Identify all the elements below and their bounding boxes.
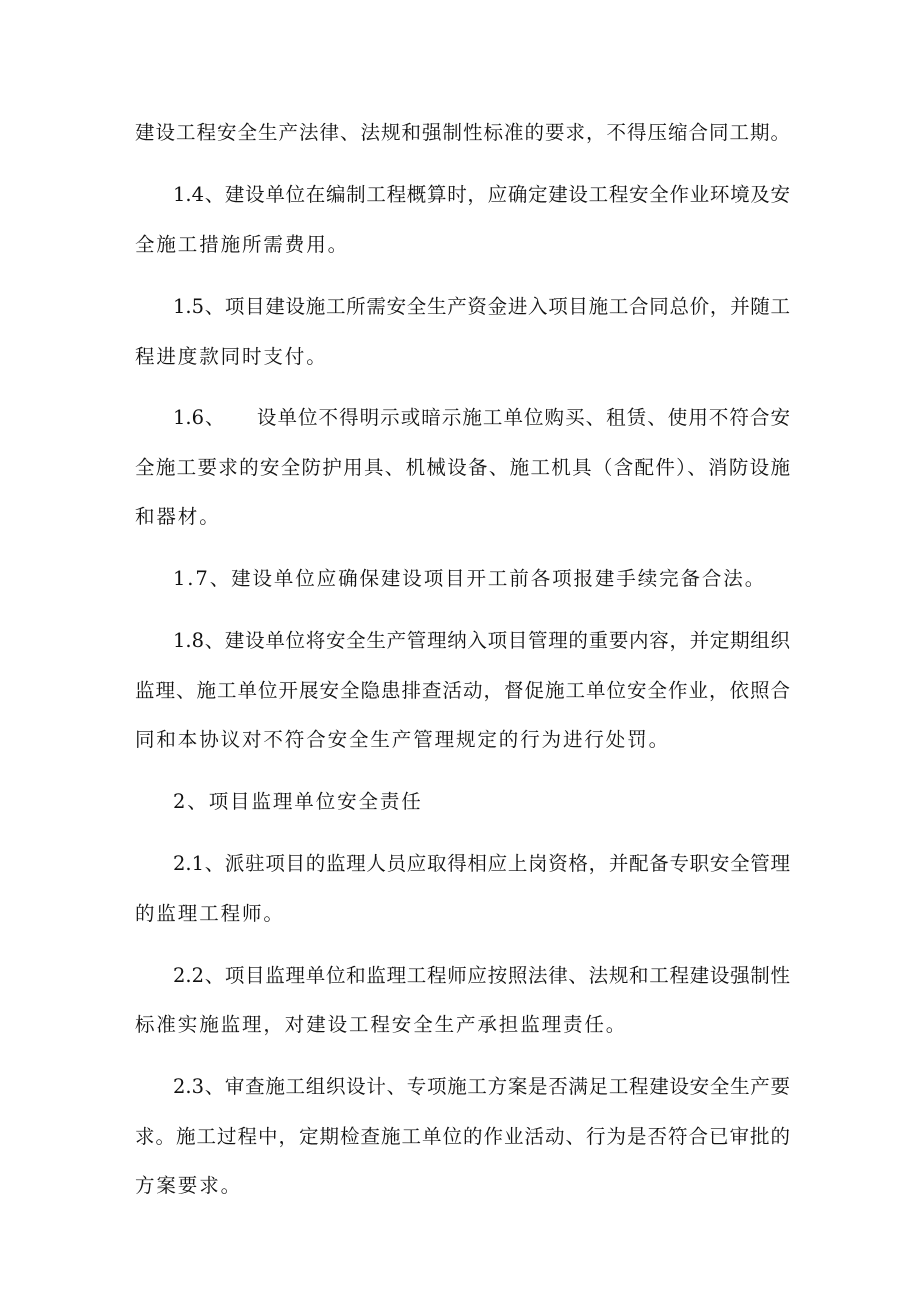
text-line: 标准实施监理，对建设工程安全生产承担监理责任。	[135, 1013, 628, 1036]
text-line: 1.4、建设单位在编制工程概算时，应确定建设工程安全作业环境及安	[173, 183, 790, 206]
text-line: 监理、施工单位开展安全隐患排查活动，督促施工单位安全作业，依照合	[135, 679, 790, 702]
section-heading: 2、项目监理单位安全责任	[173, 790, 423, 813]
text-line: 求。施工过程中，定期检查施工单位的作业活动、行为是否符合已审批的	[135, 1125, 790, 1148]
text-line: 2.3、审查施工组织设计、专项施工方案是否满足工程建设安全生产要	[173, 1075, 790, 1098]
text-line: 2.2、项目监理单位和监理工程师应按照法律、法规和工程建设强制性	[173, 964, 790, 987]
text-line: 建设工程安全生产法律、法规和强制性标准的要求，不得压缩合同工期。	[135, 121, 790, 144]
text-line: 1.5、项目建设施工所需安全生产资金进入项目施工合同总价，并随工	[173, 295, 790, 318]
text-line: 全施工要求的安全防护用具、机械设备、施工机具（含配件）、消防设施	[135, 456, 790, 479]
text-line: 和器材。	[135, 505, 221, 528]
text-line: 1.6、 设单位不得明示或暗示施工单位购买、租赁、使用不符合安	[173, 406, 790, 429]
text-line: 2.1、派驻项目的监理人员应取得相应上岗资格，并配备专职安全管理	[173, 852, 790, 875]
text-line: 1.7、建设单位应确保建设项目开工前各项报建手续完备合法。	[173, 567, 767, 590]
text-line: 的监理工程师。	[135, 902, 285, 925]
text-line: 全施工措施所需费用。	[135, 233, 350, 256]
text-line: 方案要求。	[135, 1174, 243, 1197]
text-line: 1.8、建设单位将安全生产管理纳入项目管理的重要内容，并定期组织	[173, 629, 790, 652]
text-line: 同和本协议对不符合安全生产管理规定的行为进行处罚。	[135, 728, 671, 751]
text-line: 程进度款同时支付。	[135, 345, 328, 368]
